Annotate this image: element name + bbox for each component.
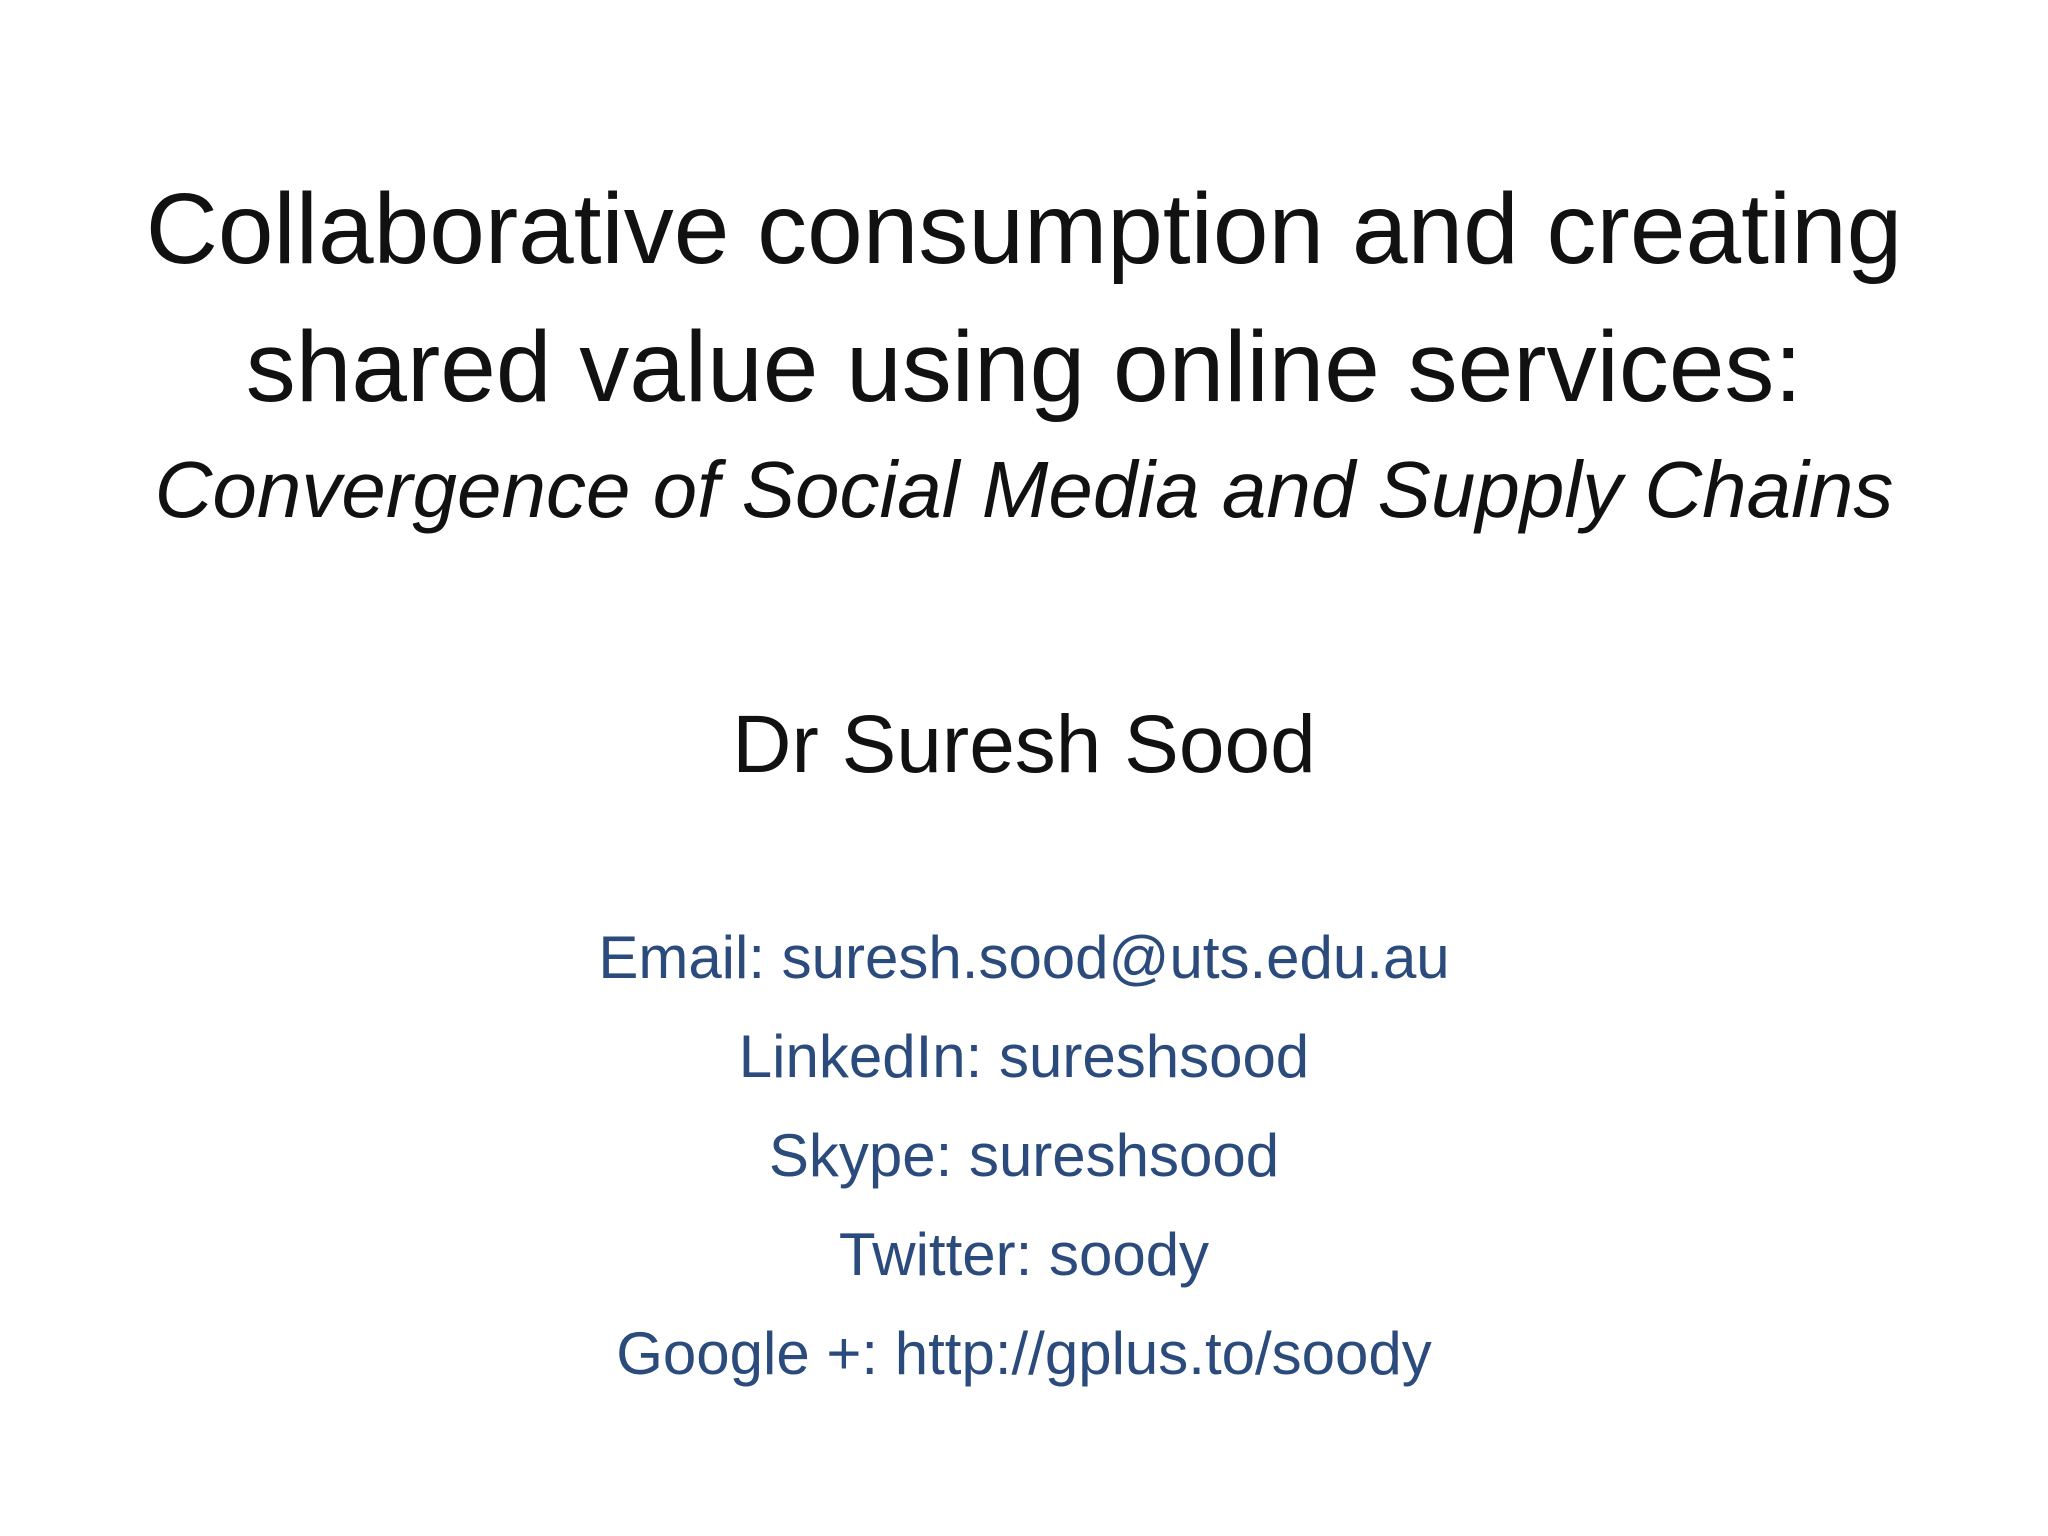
contact-twitter: Twitter: soody	[838, 1221, 1210, 1288]
contact-skype: Skype: sureshsood	[768, 1122, 1280, 1189]
slide-title-line-2: shared value using online services:	[245, 311, 1803, 423]
contact-list	[0, 908, 2048, 1403]
slide-title-line-1: Collaborative consumption and creating	[145, 173, 1903, 285]
contact-linkedin: LinkedIn: sureshsood	[738, 1023, 1310, 1090]
title-block	[0, 160, 2048, 550]
author-name: Dr Suresh Sood	[732, 699, 1316, 790]
contact-google-plus: Google +: http://gplus.to/soody	[616, 1320, 1432, 1387]
slide-subtitle: Convergence of Social Media and Supply Chains	[154, 445, 1894, 534]
contact-email: Email: suresh.sood@uts.edu.au	[598, 924, 1450, 991]
